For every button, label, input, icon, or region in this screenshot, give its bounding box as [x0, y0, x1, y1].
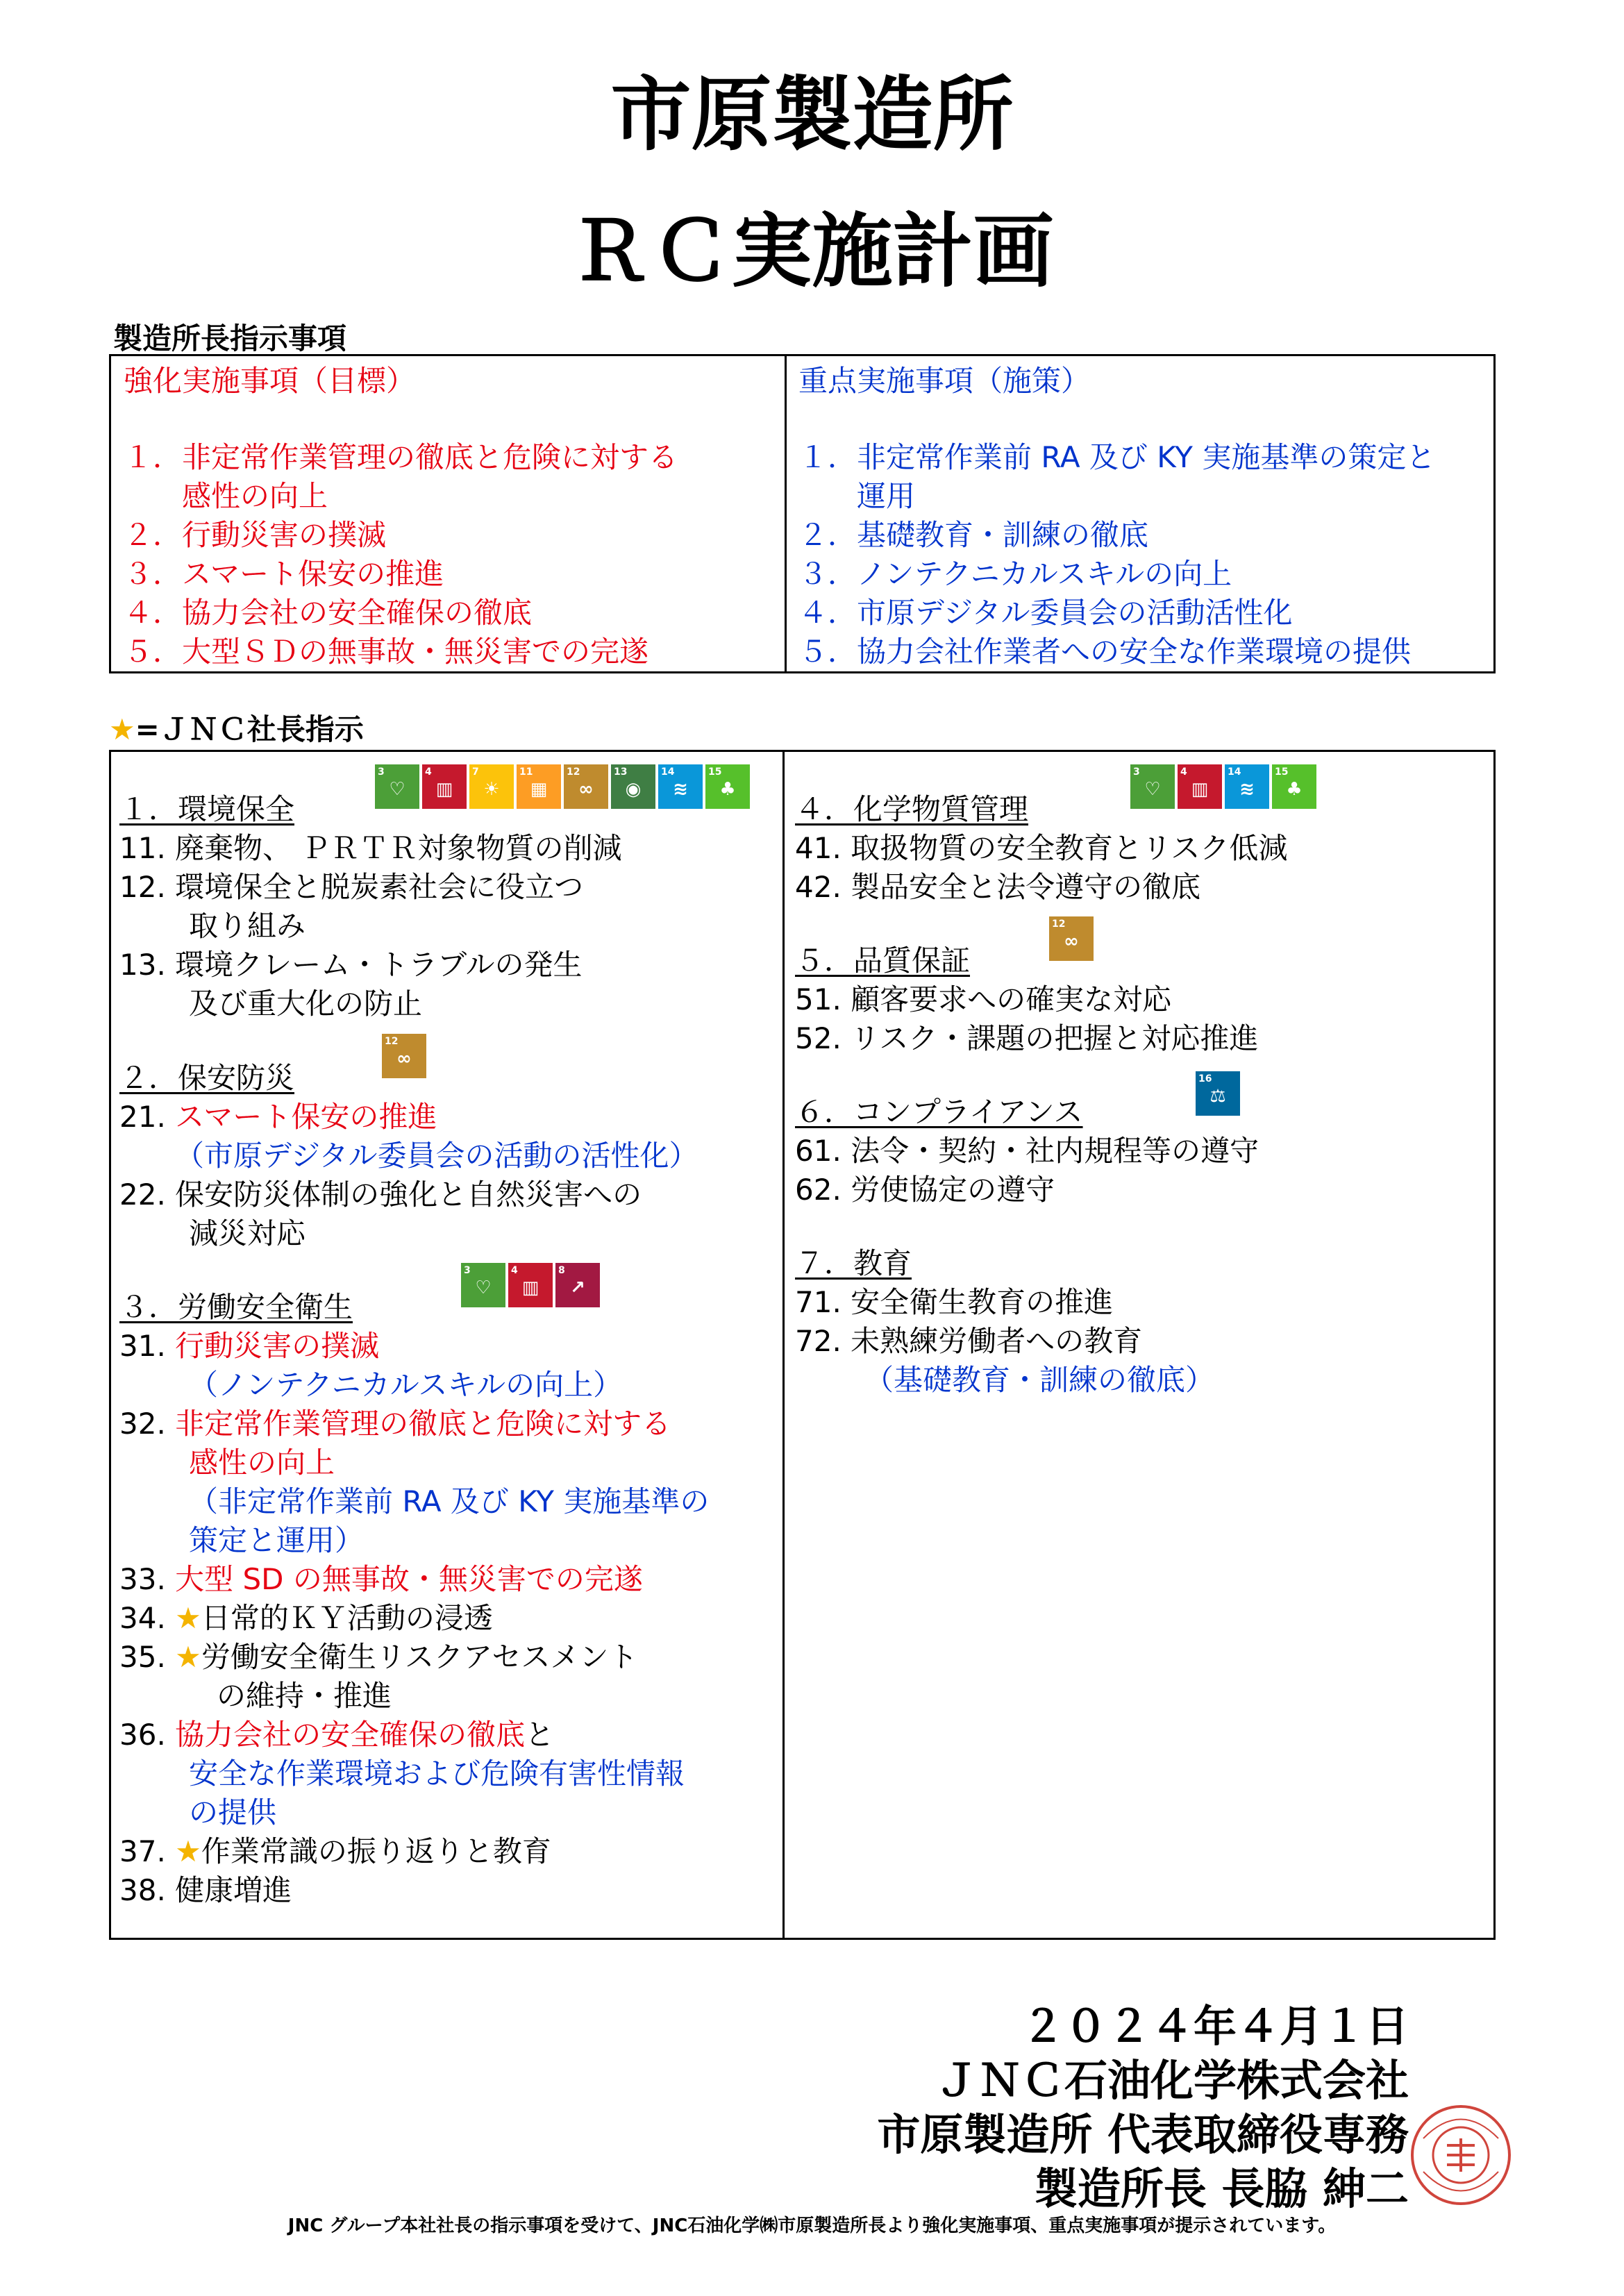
- left-column: [119, 766, 779, 1929]
- plan-table: [109, 750, 1496, 1940]
- list-item: 33. 大型 SD の無事故・無災害での完遂: [119, 1562, 643, 1596]
- star-icon: ★: [175, 1834, 201, 1868]
- list-item: 61. 法令・契約・社内規程等の遵守: [795, 1134, 1259, 1168]
- list-item: １．非定常作業管理の徹底と危険に対する: [124, 440, 678, 474]
- legend: [109, 707, 364, 748]
- list-item: 35. ★労働安全衛生リスクアセスメント: [119, 1640, 638, 1674]
- list-item: 運用: [798, 479, 916, 513]
- right-column: [795, 766, 1482, 1929]
- sdg-goal-12-icon: 12 ∞: [1049, 916, 1094, 961]
- sdg-goal-11-icon: 11 ▦: [517, 764, 561, 809]
- list-item: ２．基礎教育・訓練の徹底: [798, 518, 1149, 552]
- star-icon: ★: [109, 712, 135, 746]
- measures-list: [798, 438, 1435, 671]
- list-item: 62. 労使協定の遵守: [795, 1173, 1055, 1207]
- list-item: 32. 非定常作業管理の徹底と危険に対する: [119, 1407, 671, 1441]
- list-item: 36. 協力会社の安全確保の徹底と: [119, 1718, 555, 1752]
- signature-block: [877, 2000, 1409, 2216]
- section-title-chemical-management: ４．化学物質管理: [795, 792, 1029, 826]
- list-item: 感性の向上: [189, 1446, 335, 1480]
- sdg-goal-7-icon: 7 ☀: [469, 764, 514, 809]
- list-item: ４．協力会社の安全確保の徹底: [124, 596, 533, 630]
- targets-list: [124, 438, 678, 671]
- section-title-quality-assurance: ５．品質保証: [795, 944, 971, 978]
- company-name: ＪＮＣ石油化学株式会社: [935, 2055, 1409, 2106]
- sdg-goal-16-icon: 16 ⚖: [1196, 1071, 1240, 1116]
- list-item: 34. ★日常的ＫＹ活動の浸透: [119, 1601, 493, 1635]
- section-title-compliance: ６．コンプライアンス: [795, 1095, 1083, 1129]
- list-item: 52. リスク・課題の把握と対応推進: [795, 1021, 1259, 1055]
- table-divider: [785, 356, 787, 671]
- measures-header: 重点実施事項（施策）: [798, 364, 1091, 398]
- section-title-education: ７．教育: [795, 1246, 912, 1280]
- sdg-goal-4-icon: 4 ▥: [1178, 764, 1222, 809]
- list-item: 13. 環境クレーム・トラブルの発生: [119, 948, 583, 982]
- issue-date: ２０２４年４月１日: [1021, 2001, 1409, 2052]
- sdg-goal-14-icon: 14 ≋: [1225, 764, 1269, 809]
- sdg-goal-4-icon: 4 ▥: [508, 1263, 553, 1307]
- sdg-goal-13-icon: 13 ◉: [611, 764, 655, 809]
- list-item: 71. 安全衛生教育の推進: [795, 1285, 1114, 1319]
- sdg-goal-12-icon: 12 ∞: [382, 1034, 426, 1078]
- section-title-safety: ２．保安防災: [119, 1061, 295, 1095]
- sdg-goal-3-icon: 3 ♡: [1130, 764, 1175, 809]
- list-item: （市原デジタル委員会の活動の活性化）: [175, 1139, 698, 1173]
- list-item: 安全な作業環境および危険有害性情報: [189, 1757, 685, 1791]
- list-item: ３．スマート保安の推進: [124, 557, 444, 591]
- list-item: ５．大型ＳＤの無事故・無災害での完遂: [124, 635, 649, 669]
- list-item: 22. 保安防災体制の強化と自然災害への: [119, 1178, 642, 1212]
- list-item: １．非定常作業前 RA 及び KY 実施基準の策定と: [798, 440, 1436, 474]
- list-item: 11. 廃棄物、 ＰＲＴＲ対象物質の削減: [119, 831, 622, 865]
- list-item: 37. ★作業常識の振り返りと教育: [119, 1834, 551, 1868]
- list-item: 51. 顧客要求への確実な対応: [795, 982, 1172, 1016]
- section-title-environment: １．環境保全: [119, 792, 295, 826]
- list-item: 取り組み: [189, 909, 306, 943]
- signer-name: 製造所長 長脇 紳二: [1034, 2163, 1409, 2214]
- star-icon: ★: [175, 1601, 201, 1635]
- sdg-goal-12-icon: 12 ∞: [564, 764, 608, 809]
- list-item: 38. 健康増進: [119, 1873, 292, 1907]
- company-seal-icon: [1409, 2104, 1512, 2206]
- targets-header: 強化実施事項（目標）: [124, 364, 416, 398]
- page-subtitle: ＲＣ実施計画: [570, 205, 1054, 299]
- list-item: 感性の向上: [124, 479, 328, 513]
- page-title: 市原製造所: [610, 68, 1014, 162]
- list-item: （基礎教育・訓練の徹底）: [864, 1363, 1215, 1397]
- directive-table: [109, 354, 1496, 673]
- list-item: ５．協力会社作業者への安全な作業環境の提供: [798, 635, 1412, 669]
- list-item: 12. 環境保全と脱炭素社会に役立つ: [119, 870, 584, 904]
- directive-section-label: 製造所長指示事項: [113, 321, 347, 355]
- legend-text: =ＪＮＣ社長指示: [135, 712, 364, 746]
- list-item: ３．ノンテクニカルスキルの向上: [798, 557, 1232, 591]
- list-item: ４．市原デジタル委員会の活動活性化: [798, 596, 1293, 630]
- sdg-goal-3-icon: 3 ♡: [375, 764, 419, 809]
- table-divider: [782, 752, 785, 1938]
- list-item: の提供: [189, 1795, 277, 1829]
- list-item: 21. スマート保安の推進: [119, 1100, 437, 1134]
- sdg-goal-4-icon: 4 ▥: [422, 764, 467, 809]
- list-item: （非定常作業前 RA 及び KY 実施基準の: [189, 1484, 710, 1518]
- list-item: 31. 行動災害の撲滅: [119, 1329, 380, 1363]
- sdg-goal-15-icon: 15 ♣: [1272, 764, 1316, 809]
- list-item: 41. 取扱物質の安全教育とリスク低減: [795, 831, 1288, 865]
- list-item: ２．行動災害の撲滅: [124, 518, 387, 552]
- sdg-goal-14-icon: 14 ≋: [658, 764, 703, 809]
- list-item: 減災対応: [189, 1216, 306, 1250]
- list-item: 策定と運用）: [189, 1523, 365, 1557]
- list-item: 42. 製品安全と法令遵守の徹底: [795, 870, 1201, 904]
- sdg-goal-15-icon: 15 ♣: [705, 764, 750, 809]
- star-icon: ★: [175, 1640, 201, 1674]
- list-item: 72. 未熟練労働者への教育: [795, 1324, 1143, 1358]
- footer-note: JNC グループ本社社長の指示事項を受けて、JNC石油化学㈱市原製造所長より強化実施事項、重点実施事項が提示されています。: [287, 2215, 1337, 2236]
- section-title-occupational-safety: ３．労働安全衛生: [119, 1290, 353, 1324]
- signer-title: 市原製造所 代表取締役専務: [877, 2109, 1409, 2160]
- list-item: の維持・推進: [217, 1679, 392, 1713]
- sdg-goal-3-icon: 3 ♡: [461, 1263, 505, 1307]
- list-item: 及び重大化の防止: [189, 987, 423, 1021]
- sdg-goal-8-icon: 8 ↗: [555, 1263, 600, 1307]
- list-item: （ノンテクニカルスキルの向上）: [189, 1368, 623, 1402]
